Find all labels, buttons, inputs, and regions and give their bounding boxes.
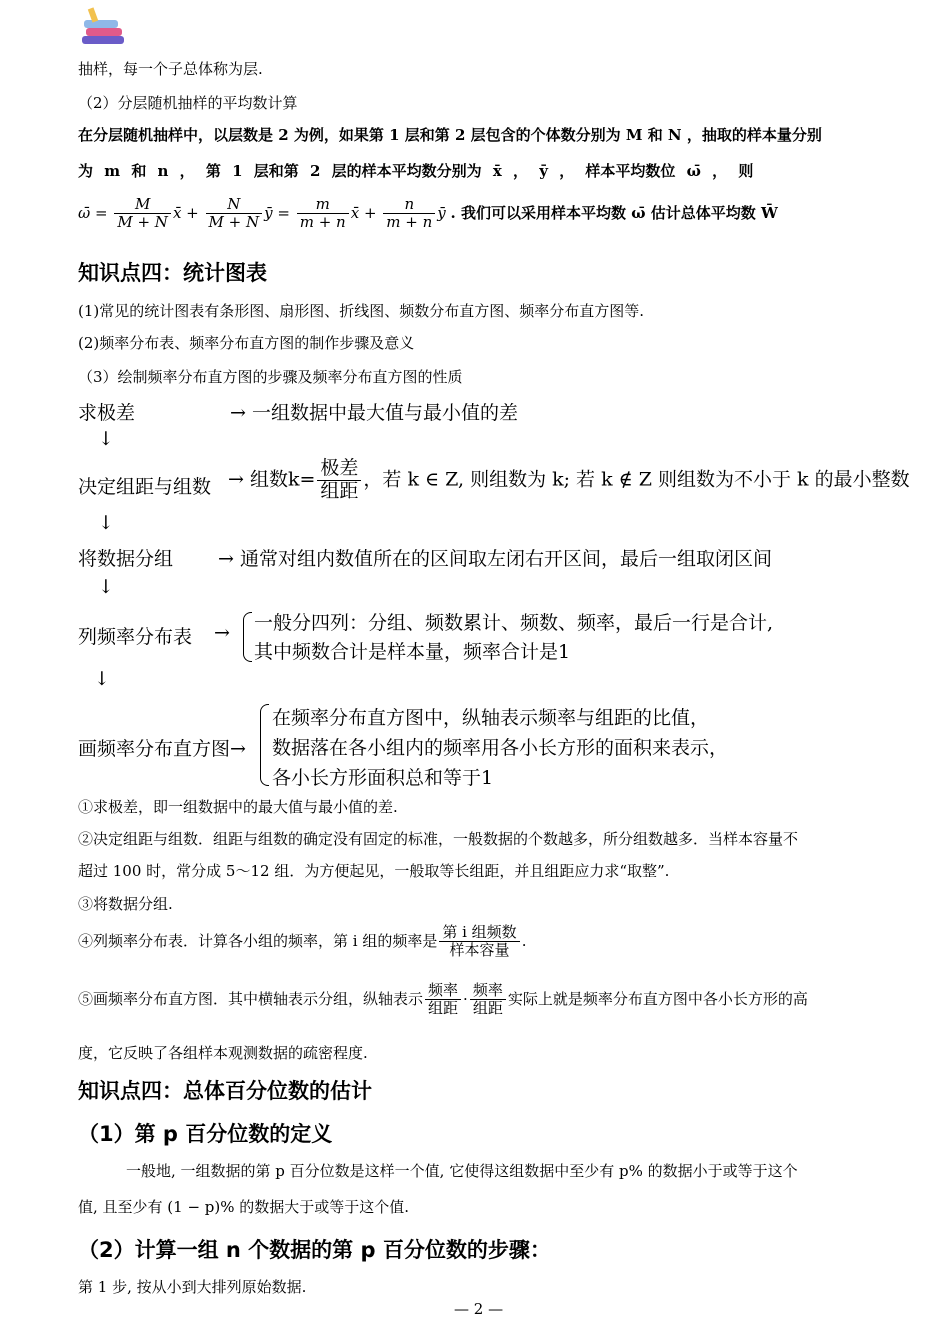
text-line: （3）绘制频率分布直方图的步骤及频率分布直方图的性质 xyxy=(78,368,463,386)
down-arrow-icon: ↓ xyxy=(98,576,114,598)
text-line: 第 1 步, 按从小到大排列原始数据. xyxy=(78,1278,307,1296)
down-arrow-icon: ↓ xyxy=(94,668,110,690)
text-line: (2)频率分布表、频率分布直方图的制作步骤及意义 xyxy=(78,334,415,352)
ratio-denominator: 组距 xyxy=(425,999,461,1017)
text-line: (1)常见的统计图表有条形图、扇形图、折线图、频数分布直方图、频率分布直方图等. xyxy=(78,302,645,320)
page-number: — 2 — xyxy=(454,1300,504,1318)
note-line xyxy=(78,924,526,960)
text-line: 为 m 和 n ， 第 1 层和第 2 层的样本平均数分别为 x̄ ， ȳ ， 样本平均数位 ω̄ ， 则 xyxy=(78,162,754,180)
width-denominator: 组距 xyxy=(317,480,361,503)
note-line: ③将数据分组. xyxy=(78,895,173,913)
freq-numerator: 第 i 组频数 xyxy=(442,923,517,941)
flow-step-label: 列频率分布表 xyxy=(78,626,193,648)
flow-step-desc: 在频率分布直方图中，纵轴表示频率与组距的比值， xyxy=(272,707,710,729)
group-count-rule: ，若 k ∈ Z, 则组数为 k; 若 k ∉ Z 则组数为不小于 k 的最小整数 xyxy=(363,468,910,491)
note-text: ⑤画频率分布直方图．其中横轴表示分组，纵轴表示 xyxy=(78,989,424,1008)
freq-denominator: 样本容量 xyxy=(439,941,519,959)
flow-step-desc: 各小长方形面积总和等于1 xyxy=(272,767,494,789)
right-arrow-icon: → xyxy=(214,622,230,644)
text-line: 抽样，每一个子总体称为层. xyxy=(78,60,263,78)
ratio-denominator: 组距 xyxy=(470,999,506,1017)
note-line: 超过 100 时，常分成 5～12 组．为方便起见，一般取等长组距，并且组距应力求“取整”. xyxy=(78,862,670,880)
ratio-numerator: 频率 xyxy=(472,981,503,999)
note-text: 实际上就是频率分布直方图中各小长方形的高 xyxy=(507,989,808,1008)
brace xyxy=(243,612,252,662)
note-text: ④列频率分布表．计算各小组的频率，第 i 组的频率是 xyxy=(78,931,438,950)
mean-formula: ω̄ = $\frac{M}{M + N}$ x̄ + $\frac{N}{M + N}$ ȳ = $\frac{m}{m + n}$ x̄ + $\frac{n}{m + n}$ ȳ . 我们可以采用样本平均数 ω̄ 估计总体平均数 W̄ xyxy=(78,195,778,232)
text-line: （2）分层随机抽样的平均数计算 xyxy=(78,94,298,112)
flow-step-label: 画频率分布直方图→ xyxy=(78,738,246,760)
section-heading: 知识点四：统计图表 xyxy=(78,261,267,285)
note-line: ②决定组距与组数．组距与组数的确定没有固定的标准，一般数据的个数越多，所分组数越多．当样本容量不 xyxy=(78,830,799,848)
flow-step-desc xyxy=(228,458,910,503)
text-line: 在分层随机抽样中，以层数是 2 为例，如果第 1 层和第 2 层包含的个体数分别为 M 和 N ，抽取的样本量分别 xyxy=(78,126,822,144)
down-arrow-icon: ↓ xyxy=(98,512,114,534)
book-stack-logo xyxy=(78,6,128,50)
flow-step-desc: 一般分四列：分组、频数累计、频数、频率，最后一行是合计, xyxy=(254,612,774,634)
flow-step-desc: 其中频数合计是样本量，频率合计是1 xyxy=(254,641,571,663)
ratio-numerator: 频率 xyxy=(428,981,459,999)
group-count-text: → 组数k= xyxy=(228,468,316,491)
down-arrow-icon: ↓ xyxy=(98,428,114,450)
flow-step-label: 将数据分组 xyxy=(78,548,174,570)
text-line: 一般地, 一组数据的第 p 百分位数是这样一个值, 它使得这组数据中至少有 p% 的数据小于或等于这个 xyxy=(126,1162,798,1180)
note-line: 度，它反映了各组样本观测数据的疏密程度. xyxy=(78,1044,368,1062)
note-line: ①求极差，即一组数据中的最大值与最小值的差. xyxy=(78,798,398,816)
note-text: . xyxy=(521,931,527,950)
formula-text: . 我们可以采用样本平均数 ω̄ 估计总体平均数 W̄ xyxy=(450,203,778,222)
flow-step-desc: → 一组数据中最大值与最小值的差 xyxy=(230,402,518,424)
flow-step-desc: 数据落在各小组内的频率用各小长方形的面积来表示， xyxy=(272,737,729,759)
section-heading: 知识点四：总体百分位数的估计 xyxy=(78,1079,372,1103)
flow-step-desc: → 通常对组内数值所在的区间取左闭右开区间，最后一组取闭区间 xyxy=(218,548,772,570)
sub-heading: （2）计算一组 n 个数据的第 p 百分位数的步骤： xyxy=(78,1238,551,1262)
sub-heading: （1）第 p 百分位数的定义 xyxy=(78,1122,333,1146)
text-line: 值, 且至少有 (1 − p)% 的数据大于或等于这个值. xyxy=(78,1198,410,1216)
flow-step-label: 求极差 xyxy=(78,402,136,424)
flow-step-label: 决定组距与组数 xyxy=(78,476,212,498)
brace xyxy=(260,704,269,786)
range-numerator: 极差 xyxy=(320,457,359,479)
note-line: ⑤画频率分布直方图．其中横轴表示分组，纵轴表示 $\frac{\text{频率}}{\text{组距}}$ · $\frac{\text{频率}}{\text{组距}}$ 实际上就是频率分布直方图中各小长方形的高 xyxy=(78,981,808,1018)
